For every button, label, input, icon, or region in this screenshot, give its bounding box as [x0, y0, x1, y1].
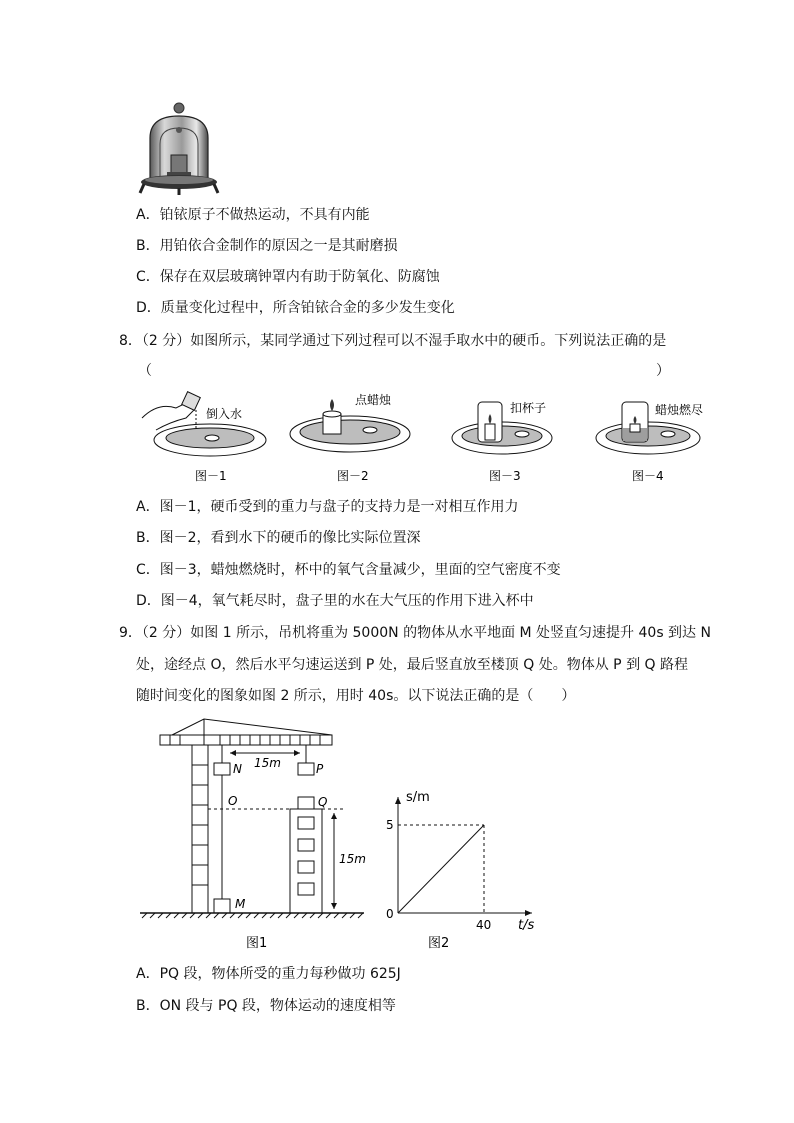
fig-8-3 [452, 400, 552, 483]
svg-text:N: N [233, 762, 242, 776]
q7-option-a: A．铂铱原子不做热运动，不具有内能 [136, 207, 370, 223]
svg-text:图－1: 图－1 [195, 469, 227, 483]
svg-text:图－2: 图－2 [337, 469, 369, 483]
svg-text:图2: 图2 [428, 936, 450, 951]
q9-option-a: A．PQ 段，物体所受的重力每秒做功 625J [136, 966, 401, 982]
q8-option-b: B．图－2，看到水下的硬币的像比实际位置深 [136, 530, 421, 546]
q9-figure-1-crane [136, 715, 368, 955]
q8-option-a: A．图－1，硬币受到的重力与盘子的支持力是一对相互作用力 [136, 499, 519, 515]
svg-text:P: P [316, 762, 324, 776]
x-axis-label: t/s [518, 918, 535, 933]
svg-text:15m: 15m [254, 756, 281, 770]
y-tick-label: 5 [386, 818, 394, 832]
fig-8-2 [290, 392, 410, 483]
q9-stem-line2: 处，途经点 O，然后水平匀速运送到 P 处，最后竖直放至楼顶 Q 处。物体从 P 到 Q 路程 [136, 657, 688, 673]
q9-option-b: B．ON 段与 PQ 段，物体运动的速度相等 [136, 998, 396, 1014]
fig-8-4 [596, 402, 703, 483]
q7-option-b: B．用铂依合金制作的原因之一是其耐磨损 [136, 238, 398, 254]
q9-figure-2-chart [380, 785, 550, 955]
q9-stem-line3: 随时间变化的图象如图 2 所示，用时 40s。以下说法正确的是（ ） [136, 688, 576, 704]
svg-text:Q: Q [318, 795, 328, 809]
svg-text:图1: 图1 [246, 936, 268, 951]
svg-text:蜡烛燃尽: 蜡烛燃尽 [655, 403, 704, 417]
q7-option-c: C．保存在双层玻璃钟罩内有助于防氧化、防腐蚀 [136, 269, 440, 285]
svg-text:图－4: 图－4 [632, 469, 664, 483]
origin-label: 0 [386, 907, 394, 921]
svg-text:点蜡烛: 点蜡烛 [355, 393, 392, 407]
fig-8-1 [142, 392, 266, 483]
svg-text:15m: 15m [339, 852, 366, 866]
q8-option-c: C．图－3，蜡烛燃烧时，杯中的氧气含量减少，里面的空气密度不变 [136, 562, 561, 578]
q8-option-d: D．图－4，氧气耗尽时，盘子里的水在大气压的作用下进入杯中 [136, 593, 534, 609]
svg-text:扣杯子: 扣杯子 [510, 401, 547, 415]
x-tick-label: 40 [476, 918, 492, 932]
q7-option-d: D．质量变化过程中，所含铂铱合金的多少发生变化 [136, 300, 455, 316]
svg-text:图－3: 图－3 [489, 469, 521, 483]
q8-paren-close: ） [656, 363, 670, 379]
bell-jar-image [138, 100, 220, 196]
q8-paren-open: （ [138, 363, 152, 379]
y-axis-label: s/m [406, 790, 430, 805]
q8-figures [140, 388, 720, 486]
svg-text:M: M [235, 897, 246, 911]
svg-text:O: O [228, 794, 238, 808]
svg-text:倒入水: 倒入水 [206, 407, 243, 421]
q9-stem-line1: 9．（2 分）如图 1 所示，吊机将重为 5000N 的物体从水平地面 M 处竖直匀速提升 40s 到达 N [119, 625, 711, 641]
q8-stem: 8．（2 分）如图所示，某同学通过下列过程可以不湿手取水中的硬币。下列说法正确的是 [119, 333, 667, 349]
series-line [398, 825, 484, 913]
